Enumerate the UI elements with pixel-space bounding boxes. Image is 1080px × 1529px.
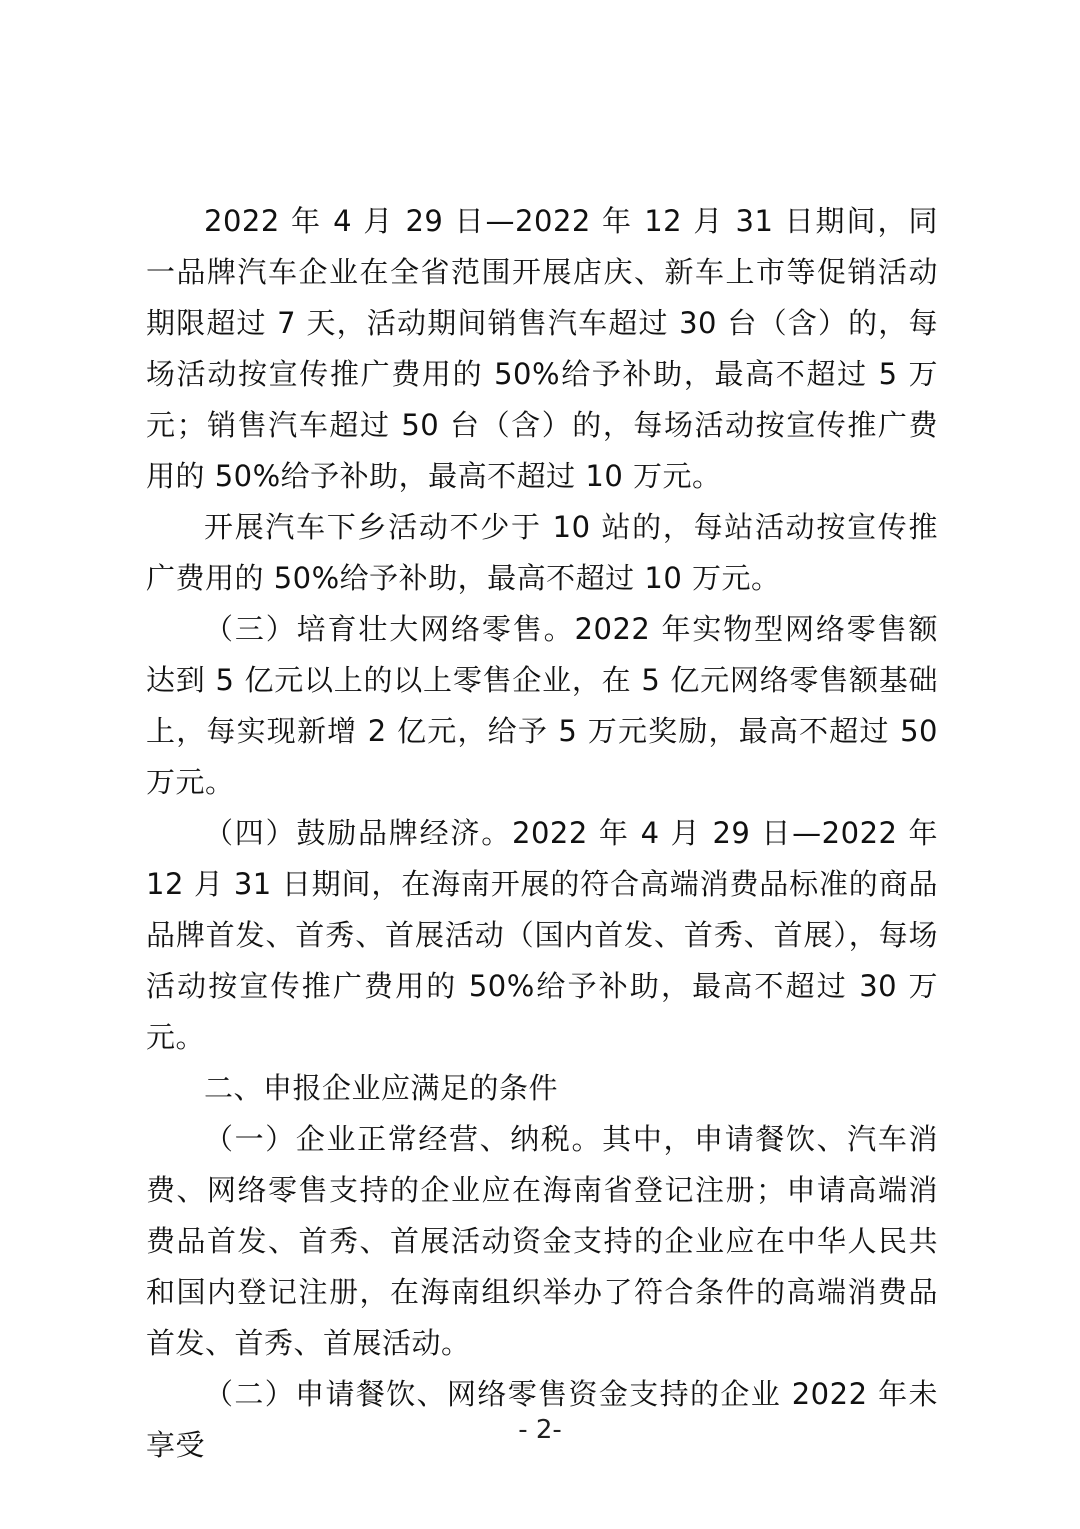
section-heading-conditions: 二、申报企业应满足的条件 [204,1071,559,1105]
paragraph-auto-countryside-subsidy: 开展汽车下乡活动不少于 10 站的，每站活动按宣传推广费用的 50%给予补助，最高不超过 10 万元。 [146,510,938,595]
paragraph-condition-two: （二）申请餐饮、网络零售资金支持的企业 2022 年未享受 [146,1377,938,1462]
paragraph-online-retail: （三）培育壮大网络零售。2022 年实物型网络零售额达到 5 亿元以上的以上零售企业，在 5 亿元网络零售额基础上，每实现新增 2 亿元，给予 5 万元奖励，最高不超过 50 万元。 [146,612,938,799]
page-number: - 2- [518,1415,562,1445]
document-body [146,196,938,1471]
paragraph-auto-promotion-subsidy: 2022 年 4 月 29 日—2022 年 12 月 31 日期间，同一品牌汽车企业在全省范围开展店庆、新车上市等促销活动期限超过 7 天，活动期间销售汽车超过 30 台（含）的，每场活动按宣传推广费用的 50%给予补助，最高不超过 5 万元；销售汽车超过 50 台（含）的，每场活动按宣传推广费用的 50%给予补助，最高不超过 10 万元。 [146,204,938,493]
paragraph-brand-economy: （四）鼓励品牌经济。2022 年 4 月 29 日—2022 年 12 月 31 日期间，在海南开展的符合高端消费品标准的商品品牌首发、首秀、首展活动（国内首发、首秀、首展），每场活动按宣传推广费用的 50%给予补助，最高不超过 30 万元。 [146,816,938,1054]
paragraph-condition-one: （一）企业正常经营、纳税。其中，申请餐饮、汽车消费、网络零售支持的企业应在海南省登记注册；申请高端消费品首发、首秀、首展活动资金支持的企业应在中华人民共和国内登记注册，在海南组织举办了符合条件的高端消费品首发、首秀、首展活动。 [146,1122,938,1360]
